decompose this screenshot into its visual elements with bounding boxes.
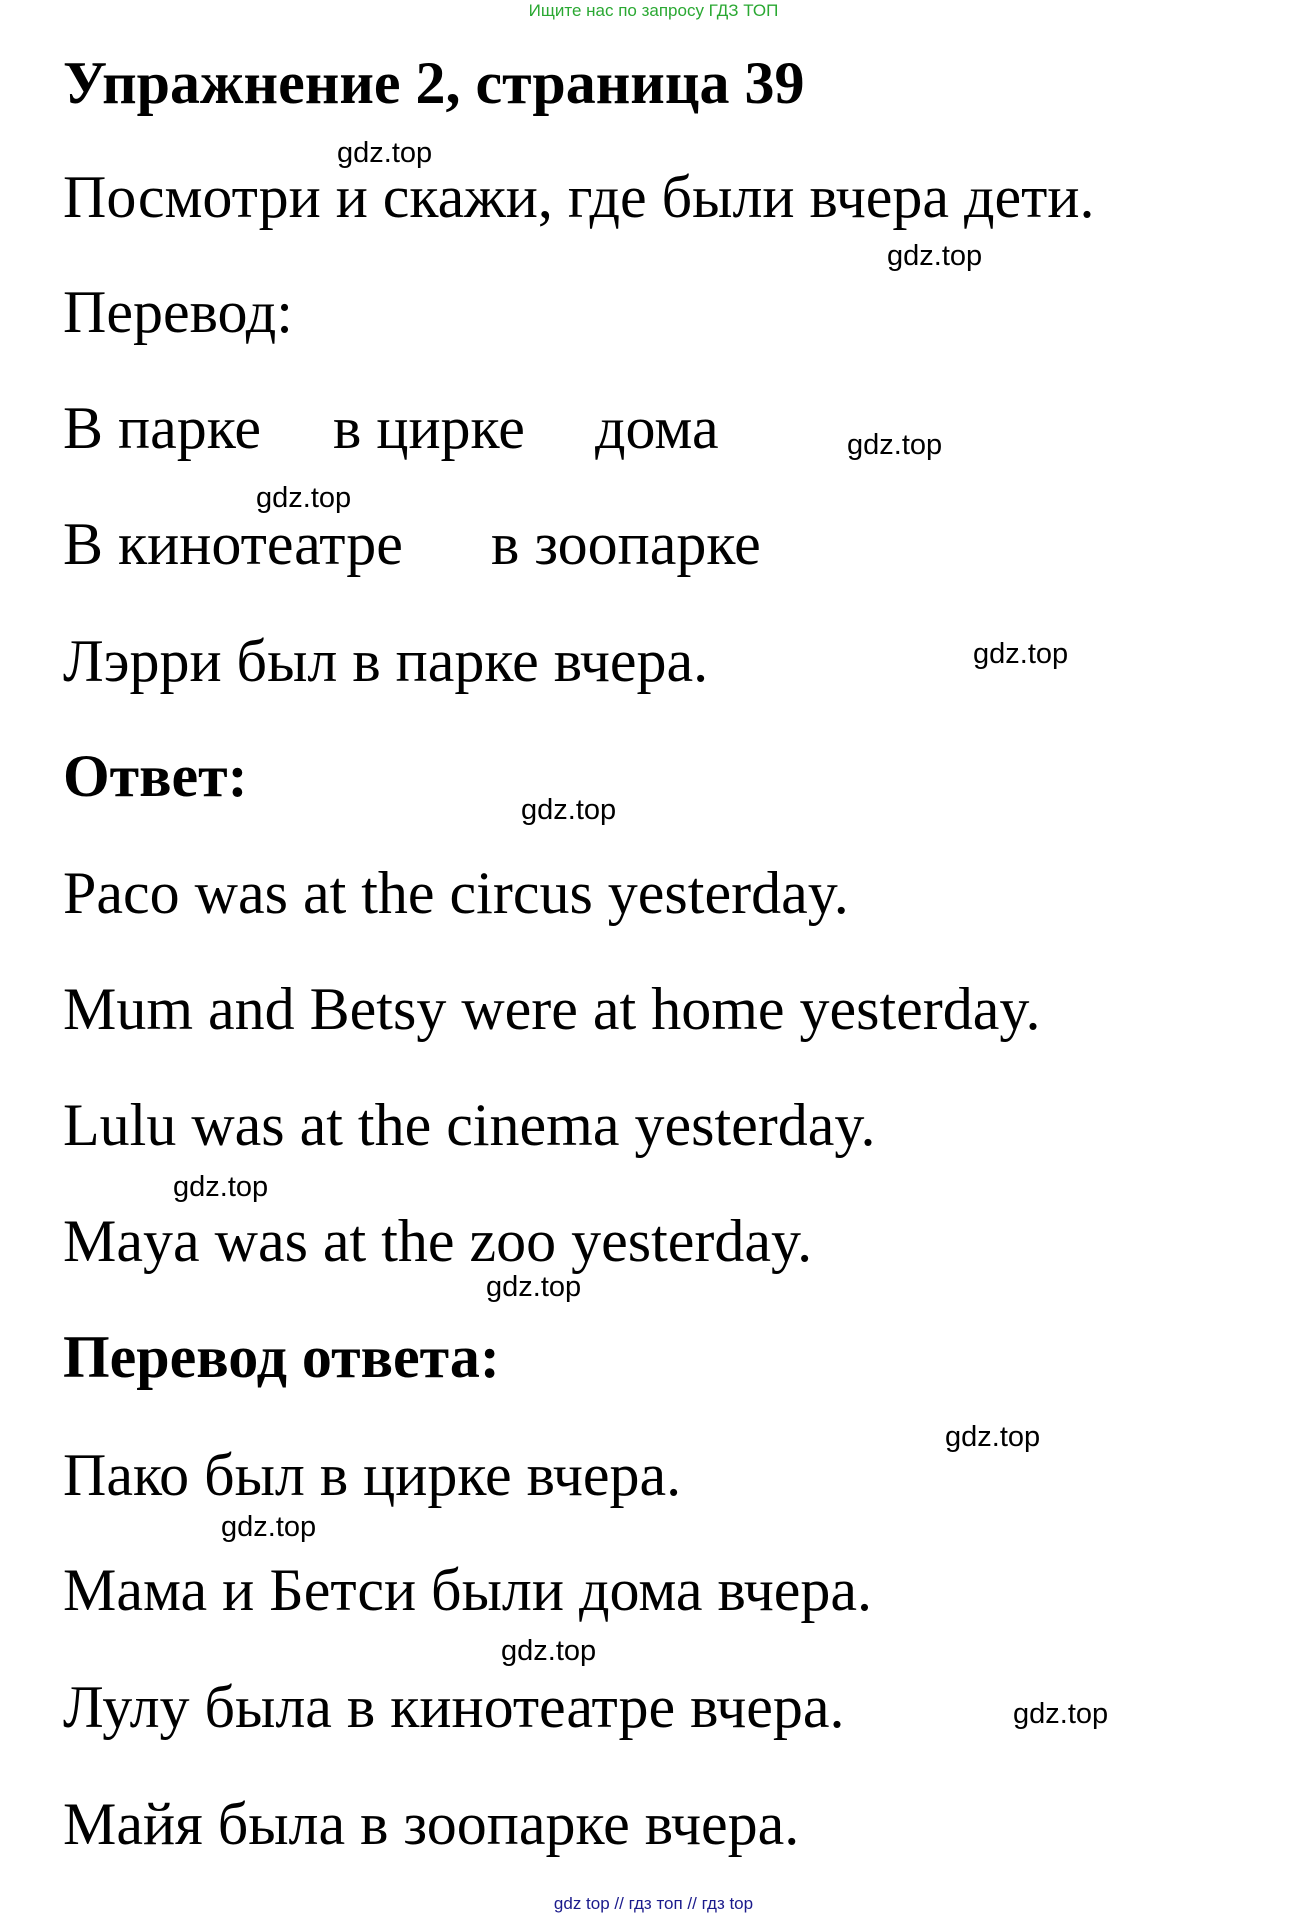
watermark: gdz.top bbox=[521, 794, 617, 826]
answer-translation-heading: Перевод ответа: bbox=[63, 1324, 500, 1390]
translation-line: Пако был в цирке вчера. bbox=[63, 1442, 682, 1508]
answer-heading: Ответ: bbox=[63, 743, 248, 809]
answer-line: Lulu was at the cinema yesterday. bbox=[63, 1092, 876, 1158]
watermark: gdz.top bbox=[501, 1635, 597, 1667]
answer-line: Paco was at the circus yesterday. bbox=[63, 860, 849, 926]
footer: gdz top // гдз топ // гдз top bbox=[553, 1894, 754, 1913]
top-banner: Ищите нас по запросу ГДЗ ТОП bbox=[528, 1, 779, 20]
watermark: gdz.top bbox=[1013, 1698, 1109, 1730]
page-title: Упражнение 2, страница 39 bbox=[63, 50, 805, 116]
translation-line: Майя была в зоопарке вчера. bbox=[63, 1791, 800, 1857]
watermark: gdz.top bbox=[887, 240, 983, 272]
option: в цирке bbox=[333, 395, 525, 461]
translation-line: Мама и Бетси были дома вчера. bbox=[63, 1557, 873, 1623]
option: дома bbox=[595, 395, 719, 461]
watermark: gdz.top bbox=[256, 482, 352, 514]
task-text: Посмотри и скажи, где были вчера дети. bbox=[63, 164, 1095, 230]
watermark: gdz.top bbox=[486, 1271, 582, 1303]
options-row-2 bbox=[63, 509, 761, 579]
watermark: gdz.top bbox=[945, 1421, 1041, 1453]
option: в зоопарке bbox=[491, 511, 761, 577]
watermark: gdz.top bbox=[221, 1511, 317, 1543]
translation-line: Лулу была в кинотеатре вчера. bbox=[63, 1674, 845, 1740]
option: В парке bbox=[63, 395, 262, 461]
watermark: gdz.top bbox=[847, 429, 943, 461]
translation-label: Перевод: bbox=[63, 279, 293, 345]
watermark: gdz.top bbox=[173, 1171, 269, 1203]
answer-line: Maya was at the zoo yesterday. bbox=[63, 1208, 813, 1274]
answer-line: Mum and Betsy were at home yesterday. bbox=[63, 976, 1041, 1042]
options-row-1 bbox=[63, 393, 719, 463]
watermark: gdz.top bbox=[337, 137, 433, 169]
example-sentence: Лэрри был в парке вчера. bbox=[63, 628, 709, 694]
watermark: gdz.top bbox=[973, 638, 1069, 670]
option: В кинотеатре bbox=[63, 511, 403, 577]
